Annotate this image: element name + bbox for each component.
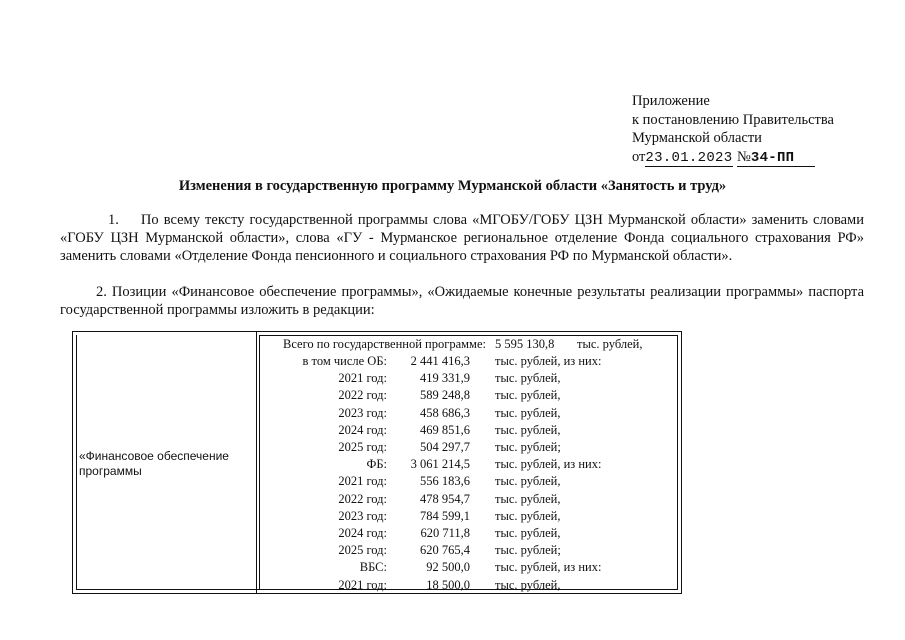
paragraph-1-text: По всему тексту государственной программы слова «МГОБУ/ГОБУ ЦЗН Мурманской области» заменить словами «ГОБУ ЦЗН Мурманской области», слова «ГУ - Мурманское региональное отделение Фонда социального страхования РФ» заменить словами «Отделение Фонда пенсионного и социального страхования РФ по Мурманской области».: [60, 212, 864, 265]
table-row: [73, 508, 683, 525]
row-label: 2025 год:: [338, 543, 387, 558]
date-prefix: от: [632, 148, 646, 165]
appendix-date-line: [632, 148, 834, 167]
row-value: 92 500,0: [426, 560, 470, 575]
row-unit: тыс. рублей,: [495, 508, 561, 523]
table-row: [73, 525, 683, 542]
row-value: 620 765,4: [420, 543, 470, 558]
appendix-line-1: Приложение: [632, 93, 710, 109]
paragraph-2: [60, 283, 864, 319]
row-value: 478 954,7: [420, 491, 470, 506]
total-label: Всего по государственной программе:: [282, 337, 486, 351]
row-label: 2024 год:: [338, 422, 387, 437]
decree-number: 34-ПП: [750, 149, 795, 166]
table-row: [73, 456, 683, 473]
row-unit: тыс. рублей,: [495, 526, 561, 540]
row-value: 18 500,0: [426, 577, 470, 592]
table-row: [73, 422, 683, 439]
row-unit: тыс. рублей;: [495, 543, 561, 558]
appendix-line-3: Мурманской области: [632, 130, 762, 146]
row-label: 2021 год:: [338, 474, 387, 489]
row-label: в том числе ОБ:: [302, 354, 387, 368]
row-value: 458 686,3: [420, 405, 470, 420]
table-row: [73, 559, 683, 576]
table-row: [73, 577, 683, 594]
row-label: 2024 год:: [338, 526, 387, 540]
row-unit: тыс. рублей,: [495, 422, 561, 437]
document-title: Изменения в государственную программу Мурманской области «Занятость и труд»: [178, 178, 727, 194]
table-row: [73, 439, 683, 456]
appendix-line-2: к постановлению Правительства: [632, 111, 834, 128]
table-row: [73, 473, 683, 490]
row-label: ФБ:: [366, 457, 387, 472]
table-row: [73, 542, 683, 559]
row-value: 419 331,9: [420, 371, 470, 386]
row-unit: тыс. рублей;: [495, 440, 561, 454]
row-label: 2023 год:: [338, 508, 387, 523]
financing-table: [72, 331, 682, 594]
row-value: 2 441 416,3: [410, 354, 470, 368]
row-unit: тыс. рублей,: [495, 371, 561, 386]
row-unit: тыс. рублей,: [495, 405, 561, 420]
row-value: 504 297,7: [420, 440, 470, 454]
row-label: 2025 год:: [338, 440, 387, 454]
table-row: [73, 370, 683, 387]
paragraph-1-number: 1.: [108, 212, 119, 228]
table-left-cell: «Финансовое обеспечение программы: [79, 449, 229, 478]
row-unit: тыс. рублей,: [495, 577, 561, 592]
row-unit: тыс. рублей,: [495, 474, 561, 489]
row-value: 784 599,1: [420, 508, 470, 523]
table-row: [73, 387, 683, 404]
row-value: 620 711,8: [420, 526, 470, 540]
row-label: ВБС:: [359, 560, 387, 575]
row-label: 2021 год:: [338, 371, 387, 386]
row-value: 469 851,6: [420, 422, 470, 437]
total-unit: тыс. рублей,: [577, 337, 643, 351]
table-row: [73, 405, 683, 422]
row-unit: тыс. рублей,: [495, 491, 561, 506]
row-value: 3 061 214,5: [410, 457, 470, 472]
table-row-total: [73, 336, 683, 353]
row-unit: тыс. рублей, из них:: [495, 354, 602, 368]
paragraph-2-text: 2. Позиции «Финансовое обеспечение программы», «Ожидаемые конечные результаты реализации программы» паспорта государственной программы изложить в редакции:: [60, 284, 864, 319]
row-value: 556 183,6: [420, 474, 470, 489]
row-label: 2022 год:: [338, 491, 387, 506]
appendix-block: [632, 92, 834, 167]
total-value: 5 595 130,8: [495, 337, 555, 351]
row-label: 2023 год:: [338, 405, 387, 420]
row-label: 2021 год:: [338, 577, 387, 592]
row-unit: тыс. рублей, из них:: [495, 560, 602, 575]
row-unit: тыс. рублей,: [495, 388, 561, 403]
row-unit: тыс. рублей, из них:: [495, 457, 602, 472]
table-row: [73, 491, 683, 508]
number-prefix: №: [737, 148, 751, 165]
row-label: 2022 год:: [338, 388, 387, 403]
paragraph-1: [60, 211, 864, 266]
row-value: 589 248,8: [420, 388, 470, 403]
decree-date: 23.01.2023: [645, 149, 733, 166]
table-row: [73, 353, 683, 370]
